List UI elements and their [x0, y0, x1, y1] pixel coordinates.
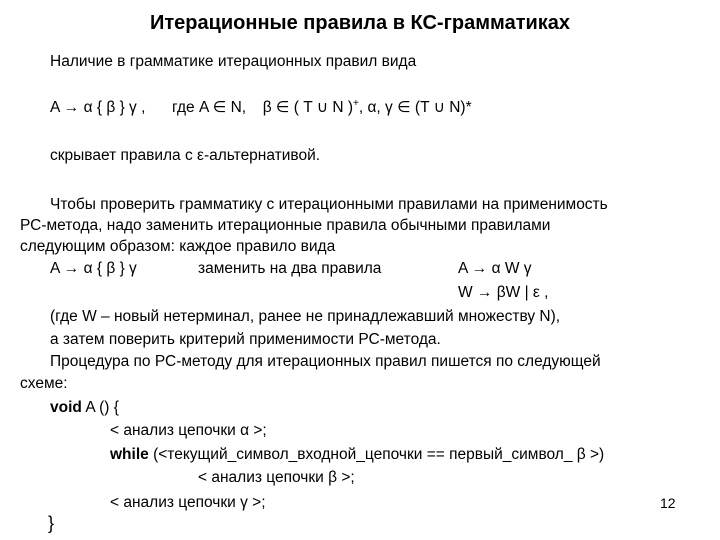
page-number: 12 [660, 495, 676, 511]
hides-text: скрывает правила с ε-альтернативой. [50, 147, 321, 164]
replace-text: заменить на два правила [198, 260, 382, 277]
code-function-header [50, 398, 119, 418]
note-line-2: а затем поверить критерий применимости РС-метода. [50, 331, 441, 348]
paragraph-line-3: следующим образом: каждое правило вида [20, 238, 336, 255]
note-line-1: (где W – новый нетерминал, ранее не принадлежавший множеству N), [50, 308, 561, 325]
procedure-line-2: схеме: [20, 375, 68, 392]
rule-where: где A ∈ N, [172, 99, 247, 116]
iterative-rule-line [50, 98, 472, 118]
replacement-rule-2: W → βW | ε , [458, 284, 549, 301]
code-line-analyze-gamma: < анализ цепочки γ >; [110, 494, 266, 511]
code-line-analyze-beta: < анализ цепочки β >; [198, 469, 355, 486]
rule-beta-condition: β ∈ ( T ∪ N ) [262, 99, 354, 116]
while-condition: (<текущий_символ_входной_цепочки == первый_символ_ β >) [148, 446, 605, 463]
replace-rule: A → α { β } γ [50, 260, 137, 277]
code-line-analyze-alpha: < анализ цепочки α >; [110, 422, 267, 439]
replacement-rule-1: A → α W γ [458, 260, 532, 277]
slide-title: Итерационные правила в КС-грамматиках [149, 12, 571, 34]
rule-form: A → α { β } γ , [50, 99, 146, 116]
function-signature: A () { [81, 399, 119, 416]
intro-text: Наличие в грамматике итерационных правил вида [50, 53, 417, 70]
code-while-line [110, 445, 604, 465]
keyword-void: void [50, 399, 82, 416]
rule-alpha-gamma-condition: , α, γ ∈ (T ∪ N)* [358, 99, 472, 116]
paragraph-line-1: Чтобы проверить грамматику с итерационными правилами на применимость [50, 196, 608, 213]
code-closing-brace: } [48, 513, 55, 533]
procedure-line-1: Процедура по РС-методу для итерационных правил пишется по следующей [50, 353, 601, 370]
paragraph-line-2: РС-метода, надо заменить итерационные правила обычными правилами [20, 217, 551, 234]
keyword-while: while [110, 446, 149, 463]
rule-beta-sup: + [353, 97, 359, 109]
